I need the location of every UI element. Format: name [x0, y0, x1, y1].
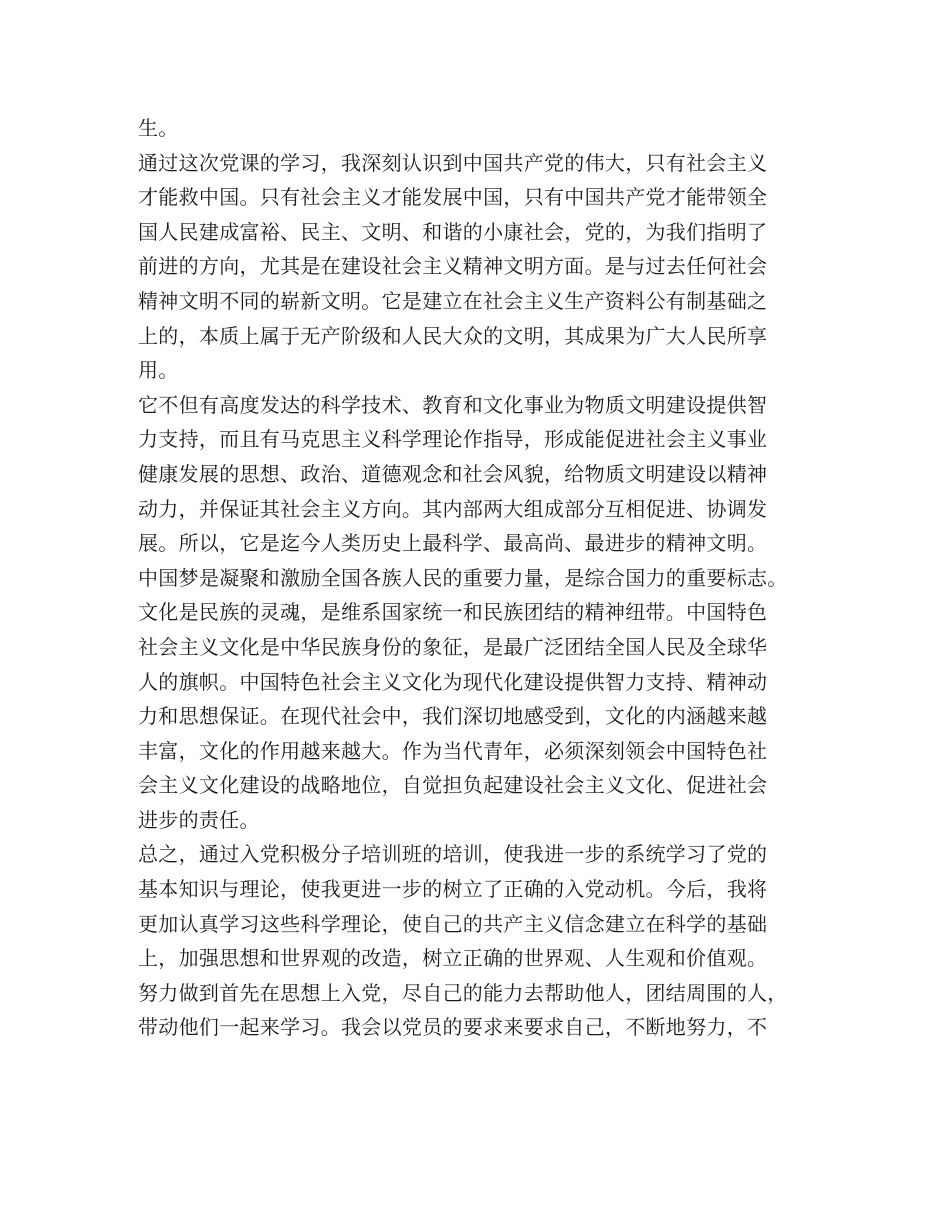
- text-line: 会主义文化建设的战略地位，自觉担负起建设社会主义文化、促进社会: [138, 773, 768, 798]
- text-line: 力支持，而且有马克思主义科学理论作指导，形成能促进社会主义事业: [138, 427, 768, 452]
- text-line: 健康发展的思想、政治、道德观念和社会风貌，给物质文明建设以精神: [138, 461, 768, 486]
- text-line: 带动他们一起来学习。我会以党员的要求来要求自己，不断地努力，不: [138, 1015, 768, 1040]
- text-line: 努力做到首先在思想上入党，尽自己的能力去帮助他人，团结周围的人，: [138, 980, 788, 1005]
- text-line: 动力，并保证其社会主义方向。其内部两大组成部分互相促进、协调发: [138, 496, 768, 521]
- text-line: 上，加强思想和世界观的改造，树立正确的世界观、人生观和价值观。: [138, 946, 768, 971]
- text-line: 进步的责任。: [138, 807, 260, 832]
- text-line: 前进的方向，尤其是在建设社会主义精神文明方面。是与过去任何社会: [138, 254, 768, 279]
- text-line: 用。: [138, 358, 179, 383]
- text-line: 生。: [138, 116, 179, 140]
- text-line: 中国梦是凝聚和激励全国各族人民的重要力量，是综合国力的重要标志。: [138, 565, 788, 590]
- text-line: 通过这次党课的学习，我深刻认识到中国共产党的伟大，只有社会主义: [138, 150, 768, 175]
- text-line: 更加认真学习这些科学理论，使自己的共产主义信念建立在科学的基础: [138, 911, 768, 936]
- text-line: 丰富，文化的作用越来越大。作为当代青年，必须深刻领会中国特色社: [138, 738, 768, 763]
- text-line: 上的，本质上属于无产阶级和人民大众的文明，其成果为广大人民所享: [138, 323, 768, 348]
- text-line: 文化是民族的灵魂，是维系国家统一和民族团结的精神纽带。中国特色: [138, 600, 768, 625]
- document-body: [138, 111, 818, 1045]
- text-line: 它不但有高度发达的科学技术、教育和文化事业为物质文明建设提供智: [138, 392, 768, 417]
- text-line: 基本知识与理论，使我更进一步的树立了正确的入党动机。今后，我将: [138, 877, 768, 902]
- text-line: 总之，通过入党积极分子培训班的培训，使我进一步的系统学习了党的: [138, 842, 768, 867]
- text-line: 精神文明不同的崭新文明。它是建立在社会主义生产资料公有制基础之: [138, 288, 768, 313]
- text-line: 社会主义文化是中华民族身份的象征，是最广泛团结全国人民及全球华: [138, 634, 768, 659]
- text-line: 力和思想保证。在现代社会中，我们深切地感受到，文化的内涵越来越: [138, 704, 768, 729]
- text-line: 国人民建成富裕、民主、文明、和谐的小康社会，党的，为我们指明了: [138, 219, 768, 244]
- text-line: 人的旗帜。中国特色社会主义文化为现代化建设提供智力支持、精神动: [138, 669, 768, 694]
- text-line: 展。所以，它是迄今人类历史上最科学、最高尚、最进步的精神文明。: [138, 531, 768, 556]
- text-line: 才能救中国。只有社会主义才能发展中国，只有中国共产党才能带领全: [138, 185, 768, 210]
